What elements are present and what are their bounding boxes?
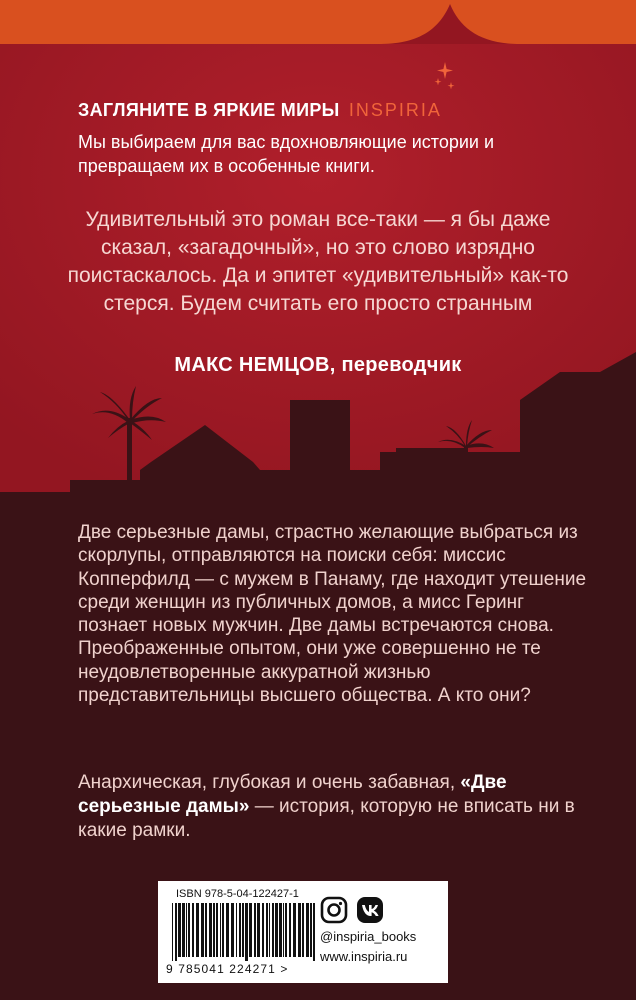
author-name: МАКС НЕМЦОВ [174, 354, 330, 376]
barcode-bar [257, 903, 260, 957]
barcode-bar [231, 903, 234, 957]
barcode-bar [269, 903, 270, 957]
barcode-bar [249, 903, 252, 957]
barcode-bar [182, 903, 185, 957]
barcode-bar [306, 903, 309, 957]
tagline-heading [78, 100, 442, 121]
barcode-bar [188, 903, 190, 957]
isbn-text: ISBN 978-5-04-122427-1 [176, 888, 299, 900]
website-link[interactable]: www.inspiria.ru [320, 949, 408, 964]
barcode-bar [222, 903, 224, 957]
author-role: , переводчик [329, 354, 462, 376]
closing-paragraph [78, 771, 598, 843]
barcode-bar [242, 903, 244, 957]
barcode-bar [313, 903, 315, 961]
barcode-bar [254, 903, 256, 957]
instagram-icon[interactable] [320, 896, 348, 924]
book-description: Две серьезные дамы, страстно желающие выбраться из скорлупы, отправляются на поиски себя: миссис Копперфилд — с мужем в Панаму, где находит утешение среди женщин из публичных домов, а мисс Геринг познает новых мужчин. Две дамы встречаются снова. Преображенные опытом, они уже совершенно не те неудовлетворенные аккуратной жизнью представительницы высшего общества. А кто они? [78, 522, 587, 707]
barcode-bar [310, 903, 312, 957]
barcode-bar [272, 903, 274, 957]
barcode-bar [293, 903, 296, 957]
barcode-bar [220, 903, 221, 957]
barcode-bar [283, 903, 284, 957]
barcode-bar [266, 903, 268, 957]
book-title: «Две серьезные дамы» [78, 772, 507, 817]
barcode-bar [289, 903, 291, 957]
barcode-bar [213, 903, 215, 957]
barcode-bar [298, 903, 301, 957]
barcode-bar [192, 903, 194, 957]
barcode-bar [175, 903, 177, 961]
barcode-bar [216, 903, 218, 957]
isbn-info-box [158, 881, 448, 983]
barcode-bar [226, 903, 229, 957]
barcode-bar [186, 903, 187, 957]
tab-shape [0, 0, 636, 60]
tagline-text: Мы выбираем для вас вдохновляющие истории и превращаем их в особенные книги. [78, 132, 495, 176]
barcode-bar [302, 903, 304, 957]
vk-icon[interactable] [356, 896, 384, 924]
barcode-bar [172, 903, 173, 961]
barcode-bar [178, 903, 181, 957]
barcode-bar [262, 903, 264, 957]
sparkle-icon [430, 60, 460, 94]
barcode-bar [279, 903, 282, 957]
brand-name: INSPIRIA [348, 100, 442, 120]
review-quote: Удивительный это роман все-таки — я бы даже сказал, «загадочный», но это слово изрядно поистаскалось. Да и эпитет «удивительный» как-то стерся. Будем считать его просто странным [67, 208, 569, 315]
closing-suffix: — история, которую не вписать ни в какие рамки. [78, 796, 575, 841]
barcode-bar [245, 903, 248, 961]
barcode-bar [205, 903, 207, 957]
barcode-bar [196, 903, 199, 957]
barcode-bar [209, 903, 212, 957]
barcode-bar [236, 903, 237, 957]
social-handle[interactable]: @inspiria_books [320, 929, 417, 944]
tagline-title-text: ЗАГЛЯНИТЕ В ЯРКИЕ МИРЫ [78, 100, 340, 120]
barcode-digits: 9 785041 224271 > [166, 962, 289, 976]
quote-author [60, 354, 576, 377]
closing-prefix: Анархическая, глубокая и очень забавная, [78, 772, 461, 793]
barcode-bar [275, 903, 278, 957]
barcode-bar [239, 903, 241, 957]
barcode-bar [285, 903, 287, 957]
barcode [170, 903, 320, 961]
barcode-bar [201, 903, 204, 957]
